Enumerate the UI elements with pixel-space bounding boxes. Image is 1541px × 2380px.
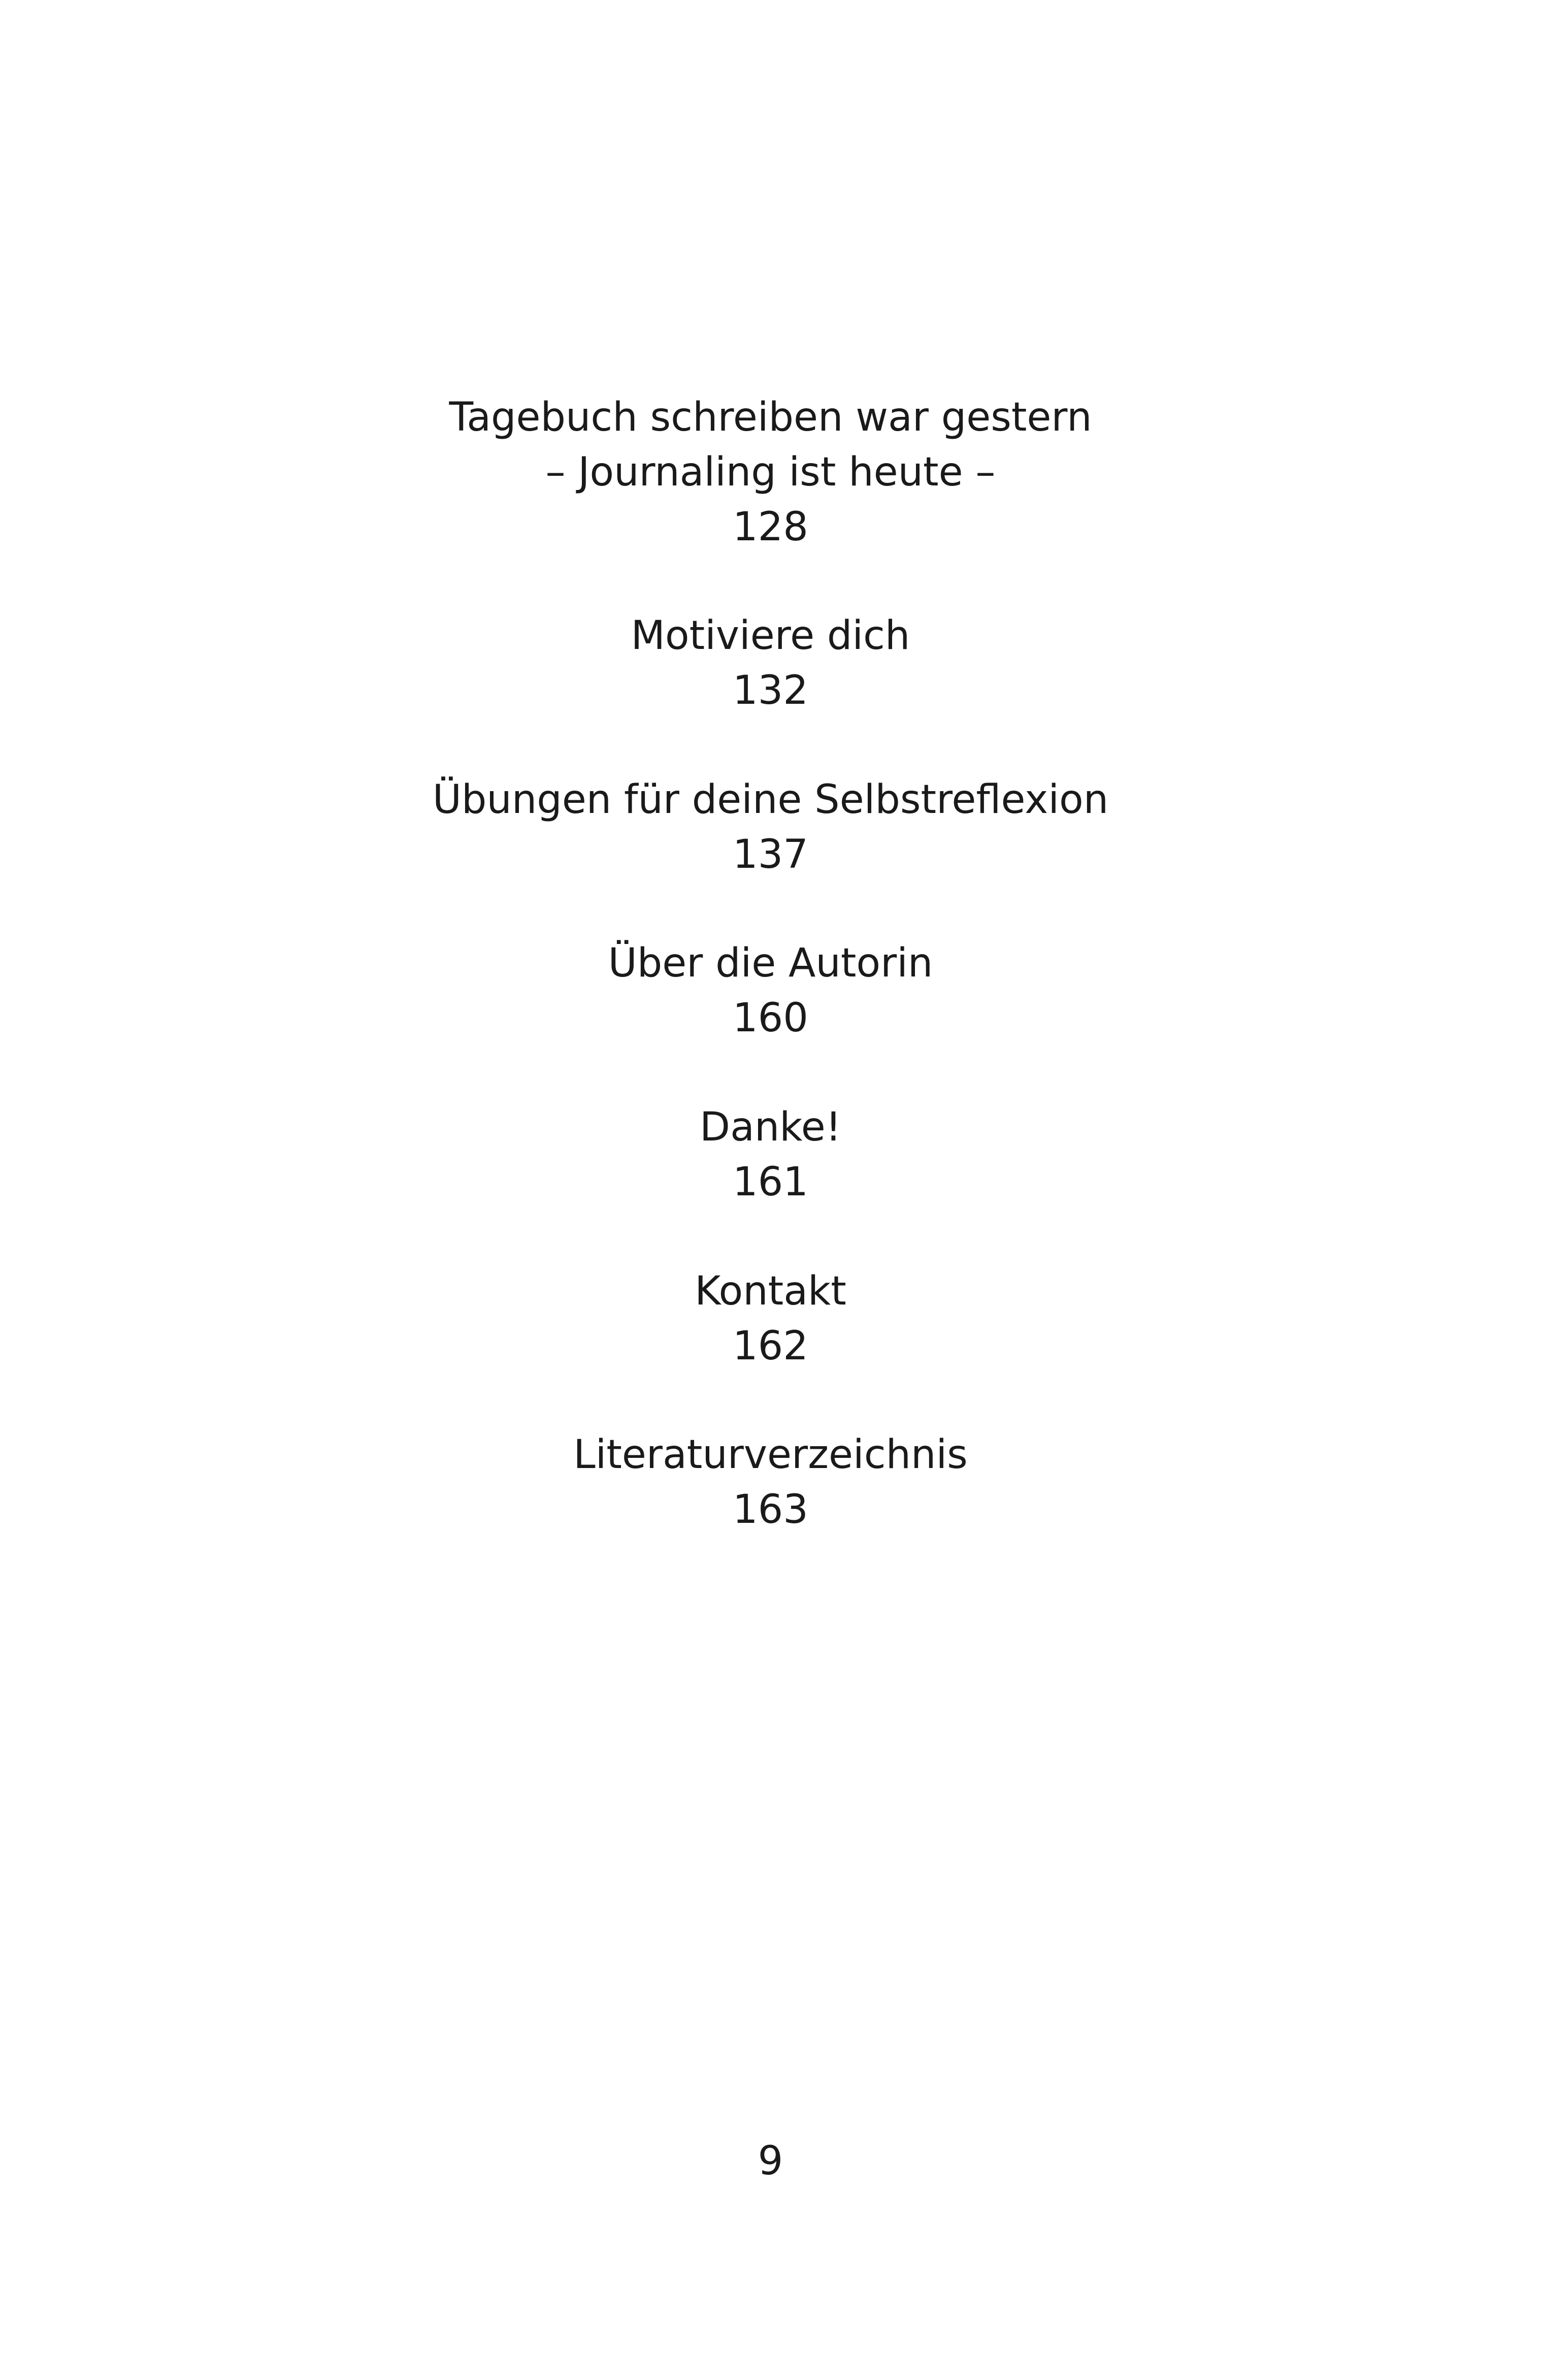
toc-entry-title[interactable]: Tagebuch schreiben war gestern <box>449 395 1092 440</box>
toc-entry-title[interactable]: Kontakt <box>695 1268 846 1314</box>
toc-entry-title[interactable]: Über die Autorin <box>608 940 933 986</box>
toc-entry-subtitle[interactable]: – Journaling ist heute – <box>545 449 996 495</box>
toc-entry-page: 137 <box>733 832 808 877</box>
toc-entry-title[interactable]: Übungen für deine Selbstreflexion <box>432 777 1109 823</box>
page-number: 9 <box>758 2138 783 2184</box>
toc-entry-page: 161 <box>733 1159 808 1205</box>
toc-entry-page: 132 <box>733 668 808 713</box>
toc-entry-page: 163 <box>733 1487 808 1533</box>
toc-entry-page: 160 <box>733 995 808 1041</box>
toc-entry-title[interactable]: Literaturverzeichnis <box>573 1432 968 1478</box>
toc-entry-title[interactable]: Motiviere dich <box>631 613 910 659</box>
toc-entry-title[interactable]: Danke! <box>700 1104 841 1150</box>
toc-entry-page: 162 <box>733 1323 808 1369</box>
toc-entry-page: 128 <box>733 504 808 550</box>
